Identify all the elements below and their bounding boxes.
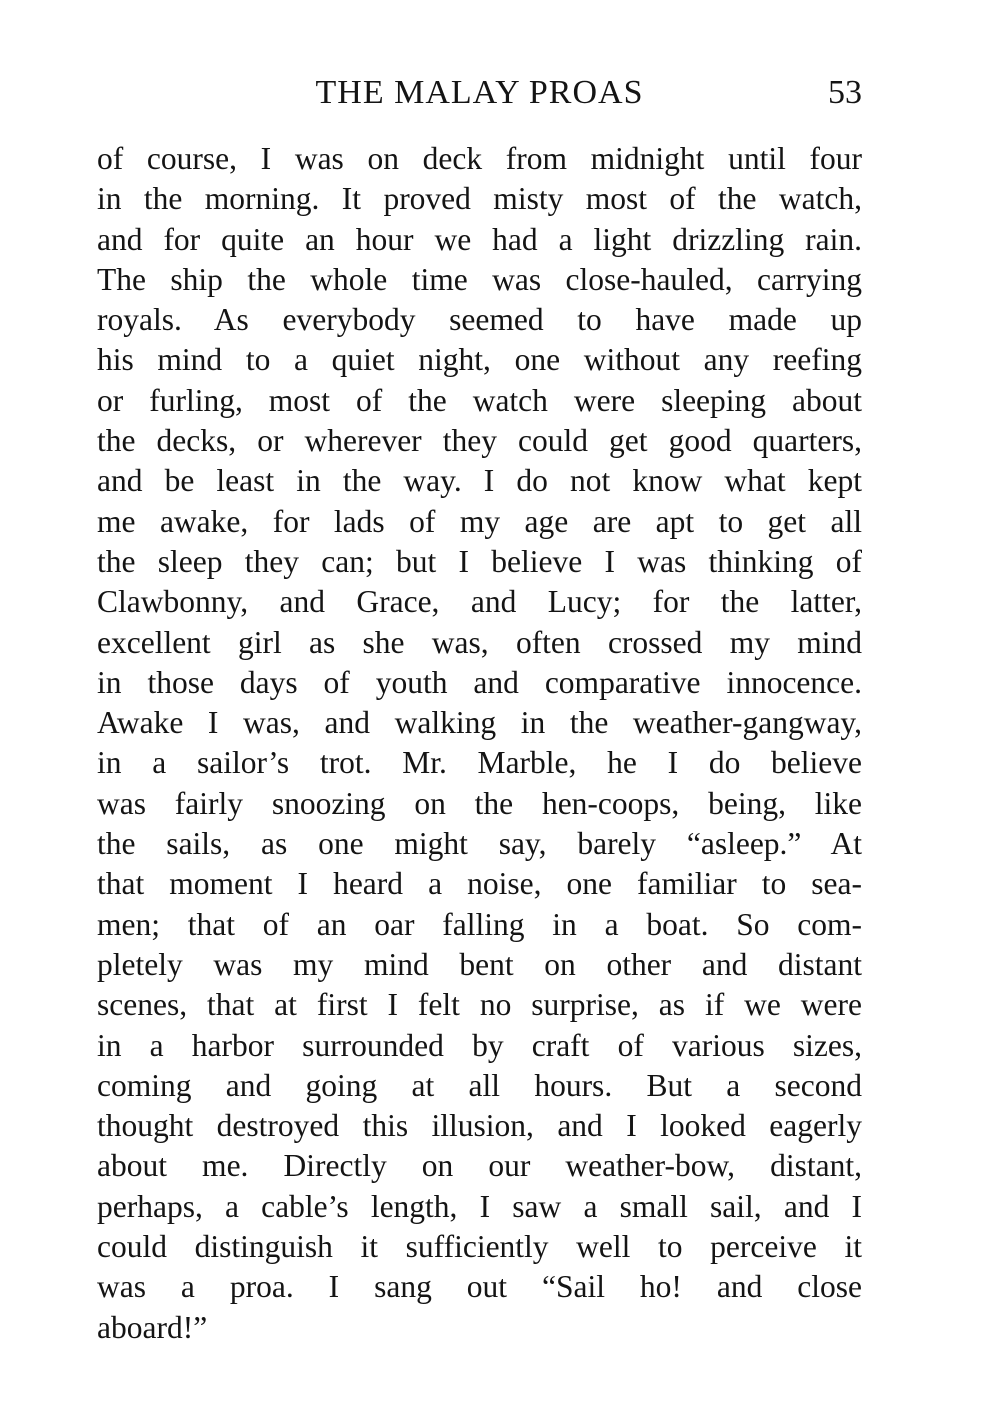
text-line: excellent girl as she was, often crossed my mind xyxy=(97,624,862,660)
text-line: royals. As everybody seemed to have made up xyxy=(97,302,862,338)
text-line: of course, I was on deck from midnight until four xyxy=(97,141,862,176)
text-line: was fairly snoozing on the hen-coops, being, like xyxy=(97,785,862,821)
text-line: me awake, for lads of my age are apt to get all xyxy=(97,503,862,539)
text-line: and for quite an hour we had a light drizzling rain. xyxy=(97,221,862,257)
text-line: aboard!” xyxy=(97,1309,208,1345)
text-line: was a proa. I sang out “Sail ho! and close xyxy=(97,1269,862,1305)
text-line: in a sailor’s trot. Mr. Marble, he I do believe xyxy=(97,745,862,781)
text-line: thought destroyed this illusion, and I looked eagerly xyxy=(97,1108,862,1144)
text-line: or furling, most of the watch were sleeping about xyxy=(97,382,862,418)
text-line: coming and going at all hours. But a second xyxy=(97,1067,862,1103)
page-header xyxy=(97,70,862,116)
text-line: about me. Directly on our weather-bow, distant, xyxy=(97,1148,862,1184)
text-line: and be least in the way. I do not know what kept xyxy=(97,463,862,499)
text-line: his mind to a quiet night, one without any reefing xyxy=(97,342,862,378)
text-line: the sails, as one might say, barely “asleep.” At xyxy=(97,826,862,862)
text-line: the sleep they can; but I believe I was thinking of xyxy=(97,543,862,579)
text-line: Clawbonny, and Grace, and Lucy; for the latter, xyxy=(97,584,862,620)
text-line: in a harbor surrounded by craft of various sizes, xyxy=(97,1027,862,1063)
text-line: Awake I was, and walking in the weather-gangway, xyxy=(97,705,862,741)
page-number: 53 xyxy=(828,74,862,111)
text-line: in the morning. It proved misty most of the watch, xyxy=(97,181,862,217)
text-line: that moment I heard a noise, one familiar to sea- xyxy=(97,866,862,902)
text-line: The ship the whole time was close-hauled, carrying xyxy=(97,261,862,297)
text-line: could distinguish it sufficiently well to perceive it xyxy=(97,1229,862,1265)
text-line: in those days of youth and comparative innocence. xyxy=(97,664,862,700)
running-head: THE MALAY PROAS xyxy=(315,74,644,111)
text-line: perhaps, a cable’s length, I saw a small sail, and I xyxy=(97,1188,862,1224)
text-line: pletely was my mind bent on other and distant xyxy=(97,946,862,982)
body-text xyxy=(97,139,862,1348)
text-line: the decks, or wherever they could get good quarters, xyxy=(97,423,862,459)
text-line: men; that of an oar falling in a boat. So com- xyxy=(97,906,862,942)
text-line: scenes, that at first I felt no surprise, as if we were xyxy=(97,987,862,1023)
